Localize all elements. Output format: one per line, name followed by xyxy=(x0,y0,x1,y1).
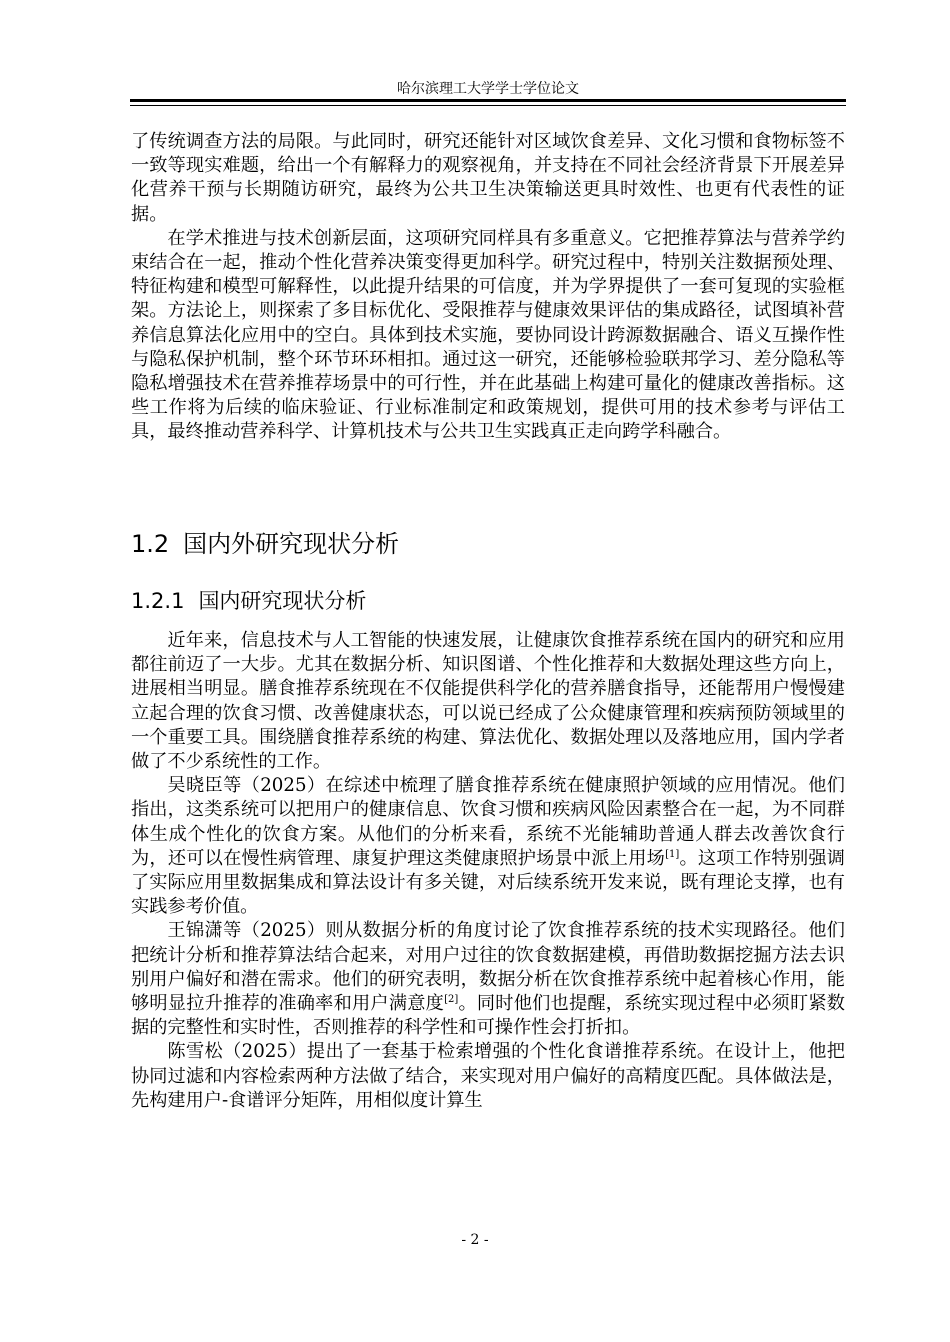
paragraph-text: 吴晓臣等（2025）在综述中梳理了膳食推荐系统在健康照护领域的应用情况。他们指出，这类系统可以把用户的健康信息、饮食习惯和疾病风险因素整合在一起，为不同群体生成个性化的饮食方案。从他们的分析来看，系统不光能辅助普通人群去改善饮食行为，还可以在慢性病管理、康复护理这类健康照护场景中派上用场 xyxy=(131,775,845,869)
header-rule-thick xyxy=(130,99,846,102)
section-significance xyxy=(131,130,845,445)
heading-title: 国内外研究现状分析 xyxy=(183,530,400,558)
subsection-heading-1-2-1 xyxy=(131,585,366,615)
section-heading-1-2 xyxy=(131,524,399,559)
paragraph-academic-significance: 在学术推进与技术创新层面，这项研究同样具有多重意义。它把推荐算法与营养学约束结合在一起，推动个性化营养决策变得更加科学。研究过程中，特别关注数据预处理、特征构建和模型可解释性，以此提升结果的可信度，并为学界提供了一套可复现的实验框架。方法论上，则探索了多目标优化、受限推荐与健康效果评估的集成路径，试图填补营养信息算法化应用中的空白。具体到技术实施，要协同设计跨源数据融合、语义互操作性与隐私保护机制，整个环节环环相扣。通过这一研究，还能够检验联邦学习、差分隐私等隐私增强技术在营养推荐场景中的可行性，并在此基础上构建可量化的健康改善指标。这些工作将为后续的临床验证、行业标准制定和政策规划，提供可用的技术参考与评估工具，最终推动营养科学、计算机技术与公共卫生实践真正走向跨学科融合。 xyxy=(131,227,845,443)
paragraph-continued: 了传统调查方法的局限。与此同时，研究还能针对区域饮食差异、文化习惯和食物标签不一致等现实难题，给出一个有解释力的观察视角，并支持在不同社会经济背景下开展差异化营养干预与长期随访研究，最终为公共卫生决策输送更具时效性、也更有代表性的证据。 xyxy=(131,131,845,225)
paragraph-wang-2025 xyxy=(131,919,845,1040)
section-domestic-research xyxy=(131,629,845,1113)
running-header: 哈尔滨理工大学学士学位论文 xyxy=(397,81,579,97)
heading-number: 1.2 xyxy=(131,530,170,558)
paragraph-text: 。同时他们也提醒，系统实现过程中必须盯紧数据的完整性和实时性，否则推荐的科学性和可操作性会打折扣。 xyxy=(131,993,845,1039)
header-rule-thin xyxy=(130,105,846,106)
citation-ref-2: [2] xyxy=(444,993,459,1005)
heading-title: 国内研究现状分析 xyxy=(198,589,367,613)
paragraph-wu-2025 xyxy=(131,774,845,919)
heading-number: 1.2.1 xyxy=(131,589,185,613)
citation-ref-1: [1] xyxy=(665,848,680,860)
paragraph-overview: 近年来，信息技术与人工智能的快速发展，让健康饮食推荐系统在国内的研究和应用都往前迈了一大步。尤其在数据分析、知识图谱、个性化推荐和大数据处理这些方向上，进展相当明显。膳食推荐系统现在不仅能提供科学化的营养膳食指导，还能帮用户慢慢建立起合理的饮食习惯、改善健康状态，可以说已经成了公众健康管理和疾病预防领域里的一个重要工具。围绕膳食推荐系统的构建、算法优化、数据处理以及落地应用，国内学者做了不少系统性的工作。 xyxy=(131,630,845,773)
paragraph-text: 王锦潇等（2025）则从数据分析的角度讨论了饮食推荐系统的技术实现路径。他们把统计分析和推荐算法结合起来，对用户过往的饮食数据建模，再借助数据挖掘方法去识别用户偏好和潜在需求。他们的研究表明，数据分析在饮食推荐系统中起着核心作用，能够明显拉升推荐的准确率和用户满意度 xyxy=(131,920,845,1015)
paragraph-chen-2025: 陈雪松（2025）提出了一套基于检索增强的个性化食谱推荐系统。在设计上，他把协同过滤和内容检索两种方法做了结合，来实现对用户偏好的高精度匹配。具体做法是，先构建用户-食谱评分矩阵，用相似度计算生 xyxy=(131,1041,845,1111)
paragraph-text: 。这项工作特别强调了实际应用里数据集成和算法设计有多关键，对后续系统开发来说，既有理论支撑，也有实践参考价值。 xyxy=(131,847,845,918)
page-number: - 2 - xyxy=(461,1232,489,1248)
